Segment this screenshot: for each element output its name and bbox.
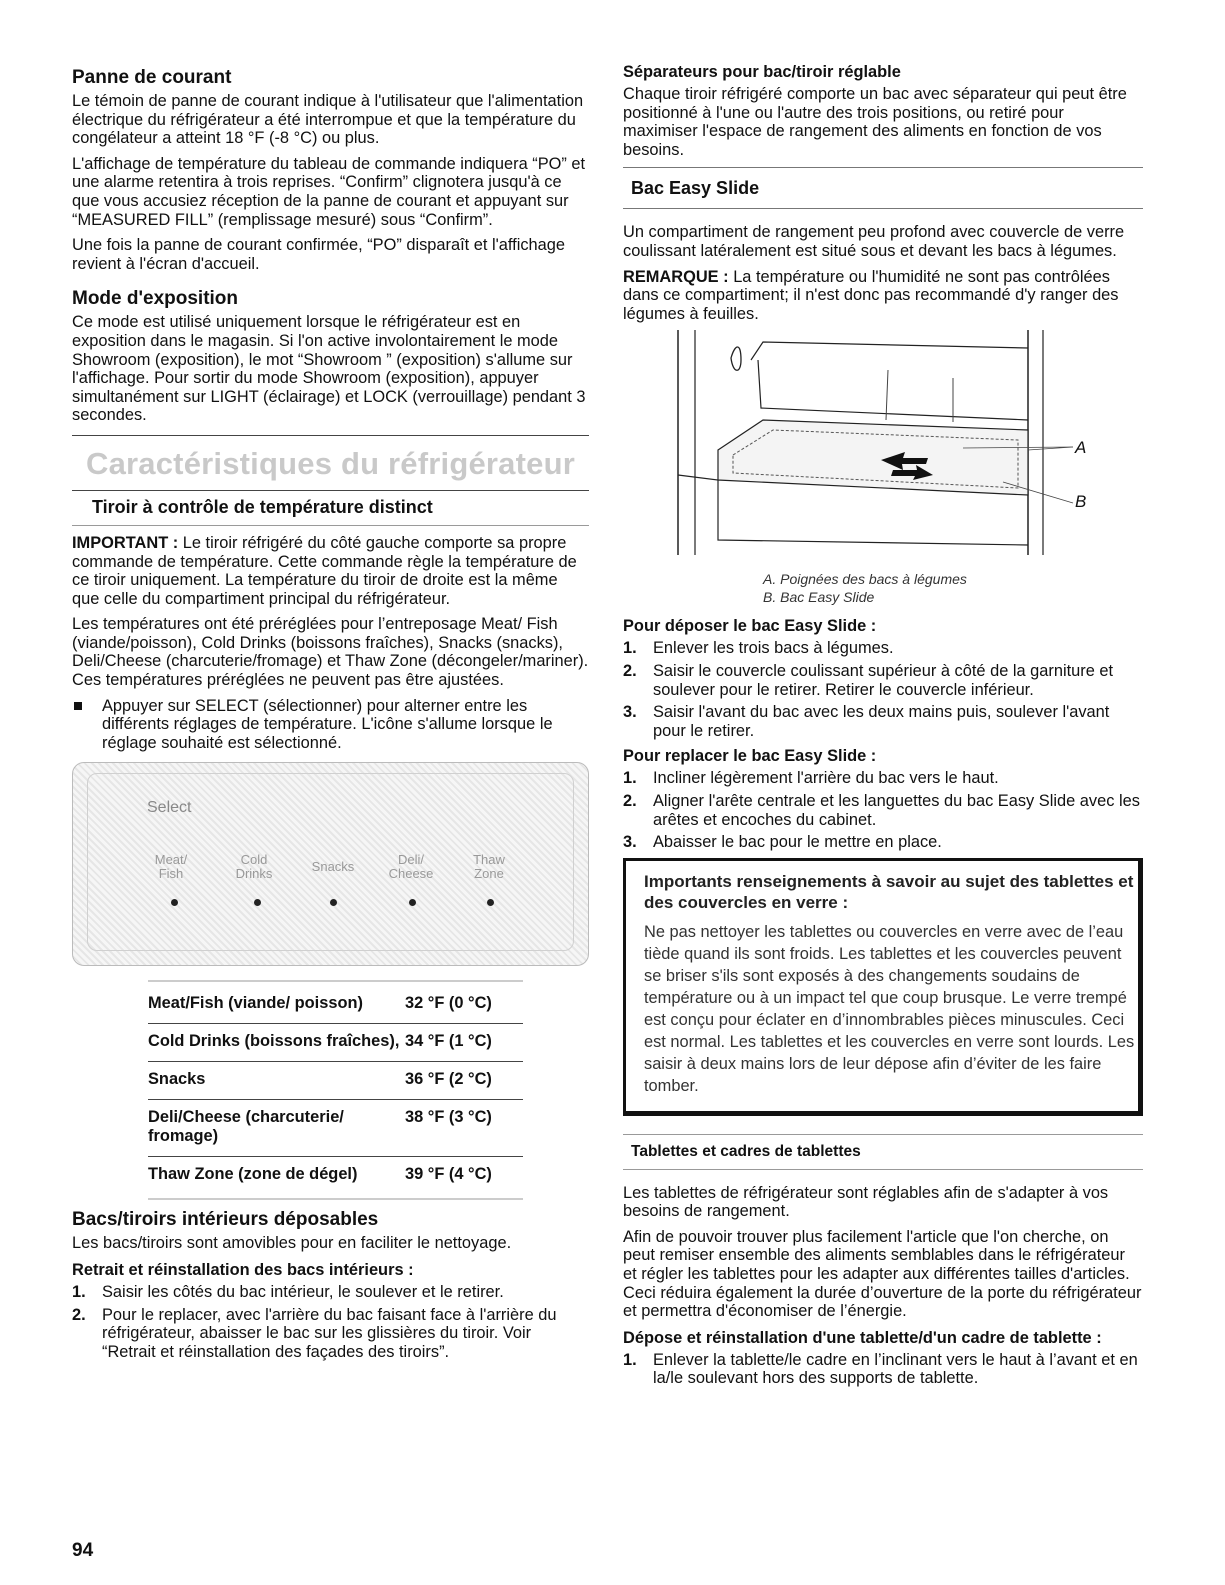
bacs-p1: Les bacs/tiroirs sont amovibles pour en faciliter le nettoyage.	[72, 1234, 512, 1253]
list-item	[623, 662, 1143, 699]
table-row	[148, 986, 523, 1024]
list-item	[623, 833, 1143, 852]
figure-caption-a: A. Poignées des bacs à légumes	[763, 571, 967, 588]
label-b: B	[1075, 492, 1087, 512]
replacer-steps	[623, 769, 1143, 851]
bacs-steps	[72, 1283, 589, 1361]
step-text: Saisir les côtés du bac intérieur, le soulever et le retirer.	[102, 1283, 504, 1302]
step-text: Saisir le couvercle coulissant supérieur à côté de la garniture et soulever pour le retirer. Retirer le couvercle inférieur.	[653, 661, 1114, 699]
page-number: 94	[72, 1540, 94, 1561]
tiroir-important	[72, 534, 589, 608]
tablettes-p2: Afin de pouvoir trouver plus facilement l'article que l'on cherche, on peut remiser ensemble des aliments semblables dans le réfrigérateur et régler les tablettes pour les adapter aux différentes tailles d'articles. Ceci réduira également la durée d’ouverture de la porte du réfrigérateur et permettra d'économiser de l’énergie.	[623, 1227, 1142, 1321]
easy-slide-header	[623, 167, 1143, 209]
square-bullet-icon	[74, 702, 82, 710]
zone-label: Thaw Zone	[473, 852, 505, 882]
step-number: 1.	[623, 769, 637, 788]
bacs-title: Bacs/tiroirs intérieurs déposables	[72, 1209, 379, 1231]
remarque-label: REMARQUE :	[623, 267, 729, 286]
bacs-subtitle: Retrait et réinstallation des bacs intérieurs :	[72, 1261, 414, 1280]
panne-p3: Une fois la panne de courant confirmée, “PO” disparaît et l'affichage revient à l'écran d'accueil.	[72, 236, 565, 273]
warning-box-text: Ne pas nettoyer les tablettes ou couvercles en verre avec de l’eau tiède quand ils sont froids. Les tablettes et les couvercles peuvent se briser s'ils sont exposés à des changements soudains de température ou à un impact tel que coup brusque. Le verre trempé est conçu pour éclater en d’innombrables pièces minuscules. Ceci est normal. Les tablettes et les couvercles en verre sont lourds. Les saisir à deux mains lors de leur dépose afin d’éviter de les faire tomber.	[644, 922, 1135, 1095]
temp-value: 36 °F (2 °C)	[405, 1070, 492, 1089]
list-item	[623, 792, 1143, 829]
left-column	[72, 62, 589, 1367]
important-text: Le tiroir réfrigéré du côté gauche comporte sa propre commande de température. Cette commande règle la température de ce tiroir uniquement. La température du tiroir de droite est la même que celle du compartiment principal du réfrigérateur.	[72, 533, 577, 608]
table-row	[148, 1100, 523, 1157]
temp-zone-name: Thaw Zone (zone de dégel)	[148, 1165, 358, 1184]
step-text: Enlever les trois bacs à légumes.	[653, 639, 894, 658]
zone-label: Meat/ Fish	[154, 852, 188, 882]
tiroir-bullets	[72, 697, 589, 753]
right-column	[623, 62, 1143, 1394]
tablettes-subtitle: Dépose et réinstallation d'une tablette/d'un cadre de tablette :	[623, 1328, 1102, 1347]
table-row	[148, 1024, 523, 1062]
temp-value: 38 °F (3 °C)	[405, 1108, 492, 1127]
step-text: Incliner légèrement l'arrière du bac vers le haut.	[653, 769, 999, 788]
step-text: Enlever la tablette/le cadre en l’inclinant vers le haut à l’avant et en la/le soulevant hors des supports de tablette.	[653, 1350, 1138, 1388]
easy-slide-figure	[623, 330, 1143, 570]
separateurs-p1: Chaque tiroir réfrigéré comporte un bac avec séparateur qui peut être positionné à l'une ou l'autre des trois positions, ou retiré pour maximiser l'espace de rangement des aliments en fonction de vos besoins.	[623, 85, 1127, 159]
tiroir-title-rule	[72, 525, 589, 526]
temperature-table	[148, 980, 523, 1200]
easy-slide-p1: Un compartiment de rangement peu profond avec couvercle de verre coulissant latéralement est situé sous et devant les bacs à légumes.	[623, 223, 1125, 260]
exposition-title: Mode d'exposition	[72, 288, 239, 310]
replacer-title: Pour replacer le bac Easy Slide :	[623, 747, 877, 766]
step-number: 1.	[72, 1283, 86, 1302]
section-divider	[72, 435, 589, 436]
deposer-title: Pour déposer le bac Easy Slide :	[623, 617, 877, 636]
exposition-p1: Ce mode est utilisé uniquement lorsque le réfrigérateur est en exposition dans le magasin. Si l'on active involontairement le mode Showroom (exposition), le mot “Showroom ” (exposition) s'allume sur l'affichage. Pour sortir du mode Showroom (exposition), appuyer simultanément sur LIGHT (éclairage) et LOCK (verrouillage) pendant 3 secondes.	[72, 313, 586, 425]
list-item	[623, 769, 1143, 788]
panne-title: Panne de courant	[72, 67, 232, 88]
list-item	[72, 1283, 589, 1302]
select-button-label: Select	[147, 799, 192, 817]
step-text: Aligner l'arête centrale et les languettes du bac Easy Slide avec les arêtes et encoches du cabinet.	[653, 791, 1140, 829]
panne-p1: Le témoin de panne de courant indique à l'utilisateur que l'alimentation électrique du réfrigérateur a été interrompue et que la température du congélateur a atteint 18 °F (-8 °C) ou plus.	[72, 92, 584, 148]
list-item	[623, 639, 1143, 658]
tiroir-p2: Les températures ont été préréglées pour l’entreposage Meat/ Fish (viande/poisson), Cold Drinks (boissons fraîches), Snacks (snacks), Deli/Cheese (charcuterie/fromage) et Thaw Zone (décongeler/mariner). Ces températures préréglées ne peuvent pas être ajustées.	[72, 615, 589, 690]
warning-box-title: Importants renseignements à savoir au sujet des tablettes et des couvercles en verre :	[644, 871, 1134, 912]
list-item	[72, 1306, 589, 1362]
table-row	[148, 1157, 523, 1194]
step-number: 1.	[623, 1350, 637, 1369]
remarque-text: La température ou l'humidité ne sont pas contrôlées dans ce compartiment; il n'est donc pas recommandé d'y ranger des légumes à feuilles.	[623, 267, 1119, 323]
bullet-text: Appuyer sur SELECT (sélectionner) pour alterner entre les différents réglages de température. L'icône s'allume lorsque le réglage souhaité est sélectionné.	[102, 696, 553, 752]
temp-zone-name: Meat/Fish (viande/ poisson)	[148, 994, 363, 1013]
tablettes-steps	[623, 1351, 1143, 1388]
tablettes-title: Tablettes et cadres de tablettes	[631, 1142, 861, 1160]
zone-label: Snacks	[311, 859, 355, 875]
tablettes-header	[623, 1134, 1143, 1170]
control-panel-illustration	[72, 762, 589, 966]
temp-zone-name: Deli/Cheese (charcuterie/ fromage)	[148, 1108, 344, 1146]
step-number: 2.	[623, 791, 637, 810]
glass-warning-box	[623, 858, 1143, 1116]
step-number: 3.	[623, 833, 637, 852]
separateurs-title: Séparateurs pour bac/tiroir réglable	[623, 63, 901, 81]
temp-value: 32 °F (0 °C)	[405, 994, 492, 1013]
temp-zone-name: Snacks	[148, 1070, 206, 1089]
step-text: Pour le replacer, avec l'arrière du bac faisant face à l'arrière du réfrigérateur, abaisser le bac sur les glissières du tiroir. Voir “Retrait et réinstallation des façades des tiroirs”.	[102, 1305, 557, 1361]
label-a: A	[1075, 438, 1087, 458]
crisper-drawer-illustration	[623, 330, 1143, 570]
step-text: Saisir l'avant du bac avec les deux mains puis, soulever l'avant pour le retirer.	[653, 703, 1110, 740]
section-divider-2	[72, 490, 589, 491]
easy-slide-remarque	[623, 268, 1143, 324]
step-number: 2.	[72, 1305, 86, 1324]
tablettes-p1: Les tablettes de réfrigérateur sont réglables afin de s'adapter à vos besoins de rangement.	[623, 1183, 1109, 1221]
tiroir-title: Tiroir à contrôle de température distinct	[92, 496, 433, 517]
tiroir-bullet	[72, 697, 589, 753]
step-number: 1.	[623, 639, 637, 658]
list-item	[623, 703, 1143, 740]
step-number: 2.	[623, 661, 637, 680]
panne-p2: L'affichage de température du tableau de commande indiquera “PO” et une alarme retentira à trois reprises. “Confirm” clignotera jusqu'à ce que vous accusiez réception de la panne de courant et appuyant sur “MEASURED FILL” (remplissage mesuré) sous “Confirm”.	[72, 154, 586, 229]
zone-label: Cold Drinks	[235, 852, 273, 882]
easy-slide-title: Bac Easy Slide	[631, 178, 760, 199]
figure-caption-b: B. Bac Easy Slide	[763, 589, 875, 606]
deposer-steps	[623, 639, 1143, 740]
zone-label: Deli/ Cheese	[388, 852, 434, 882]
temp-zone-name: Cold Drinks (boissons fraîches),	[148, 1032, 400, 1051]
section-title: Caractéristiques du réfrigérateur	[86, 445, 575, 481]
temp-value: 34 °F (1 °C)	[405, 1032, 492, 1051]
step-number: 3.	[623, 703, 637, 722]
table-row	[148, 1062, 523, 1100]
list-item	[623, 1351, 1143, 1388]
step-text: Abaisser le bac pour le mettre en place.	[653, 833, 942, 852]
temp-value: 39 °F (4 °C)	[405, 1165, 492, 1184]
important-label: IMPORTANT :	[72, 533, 179, 552]
